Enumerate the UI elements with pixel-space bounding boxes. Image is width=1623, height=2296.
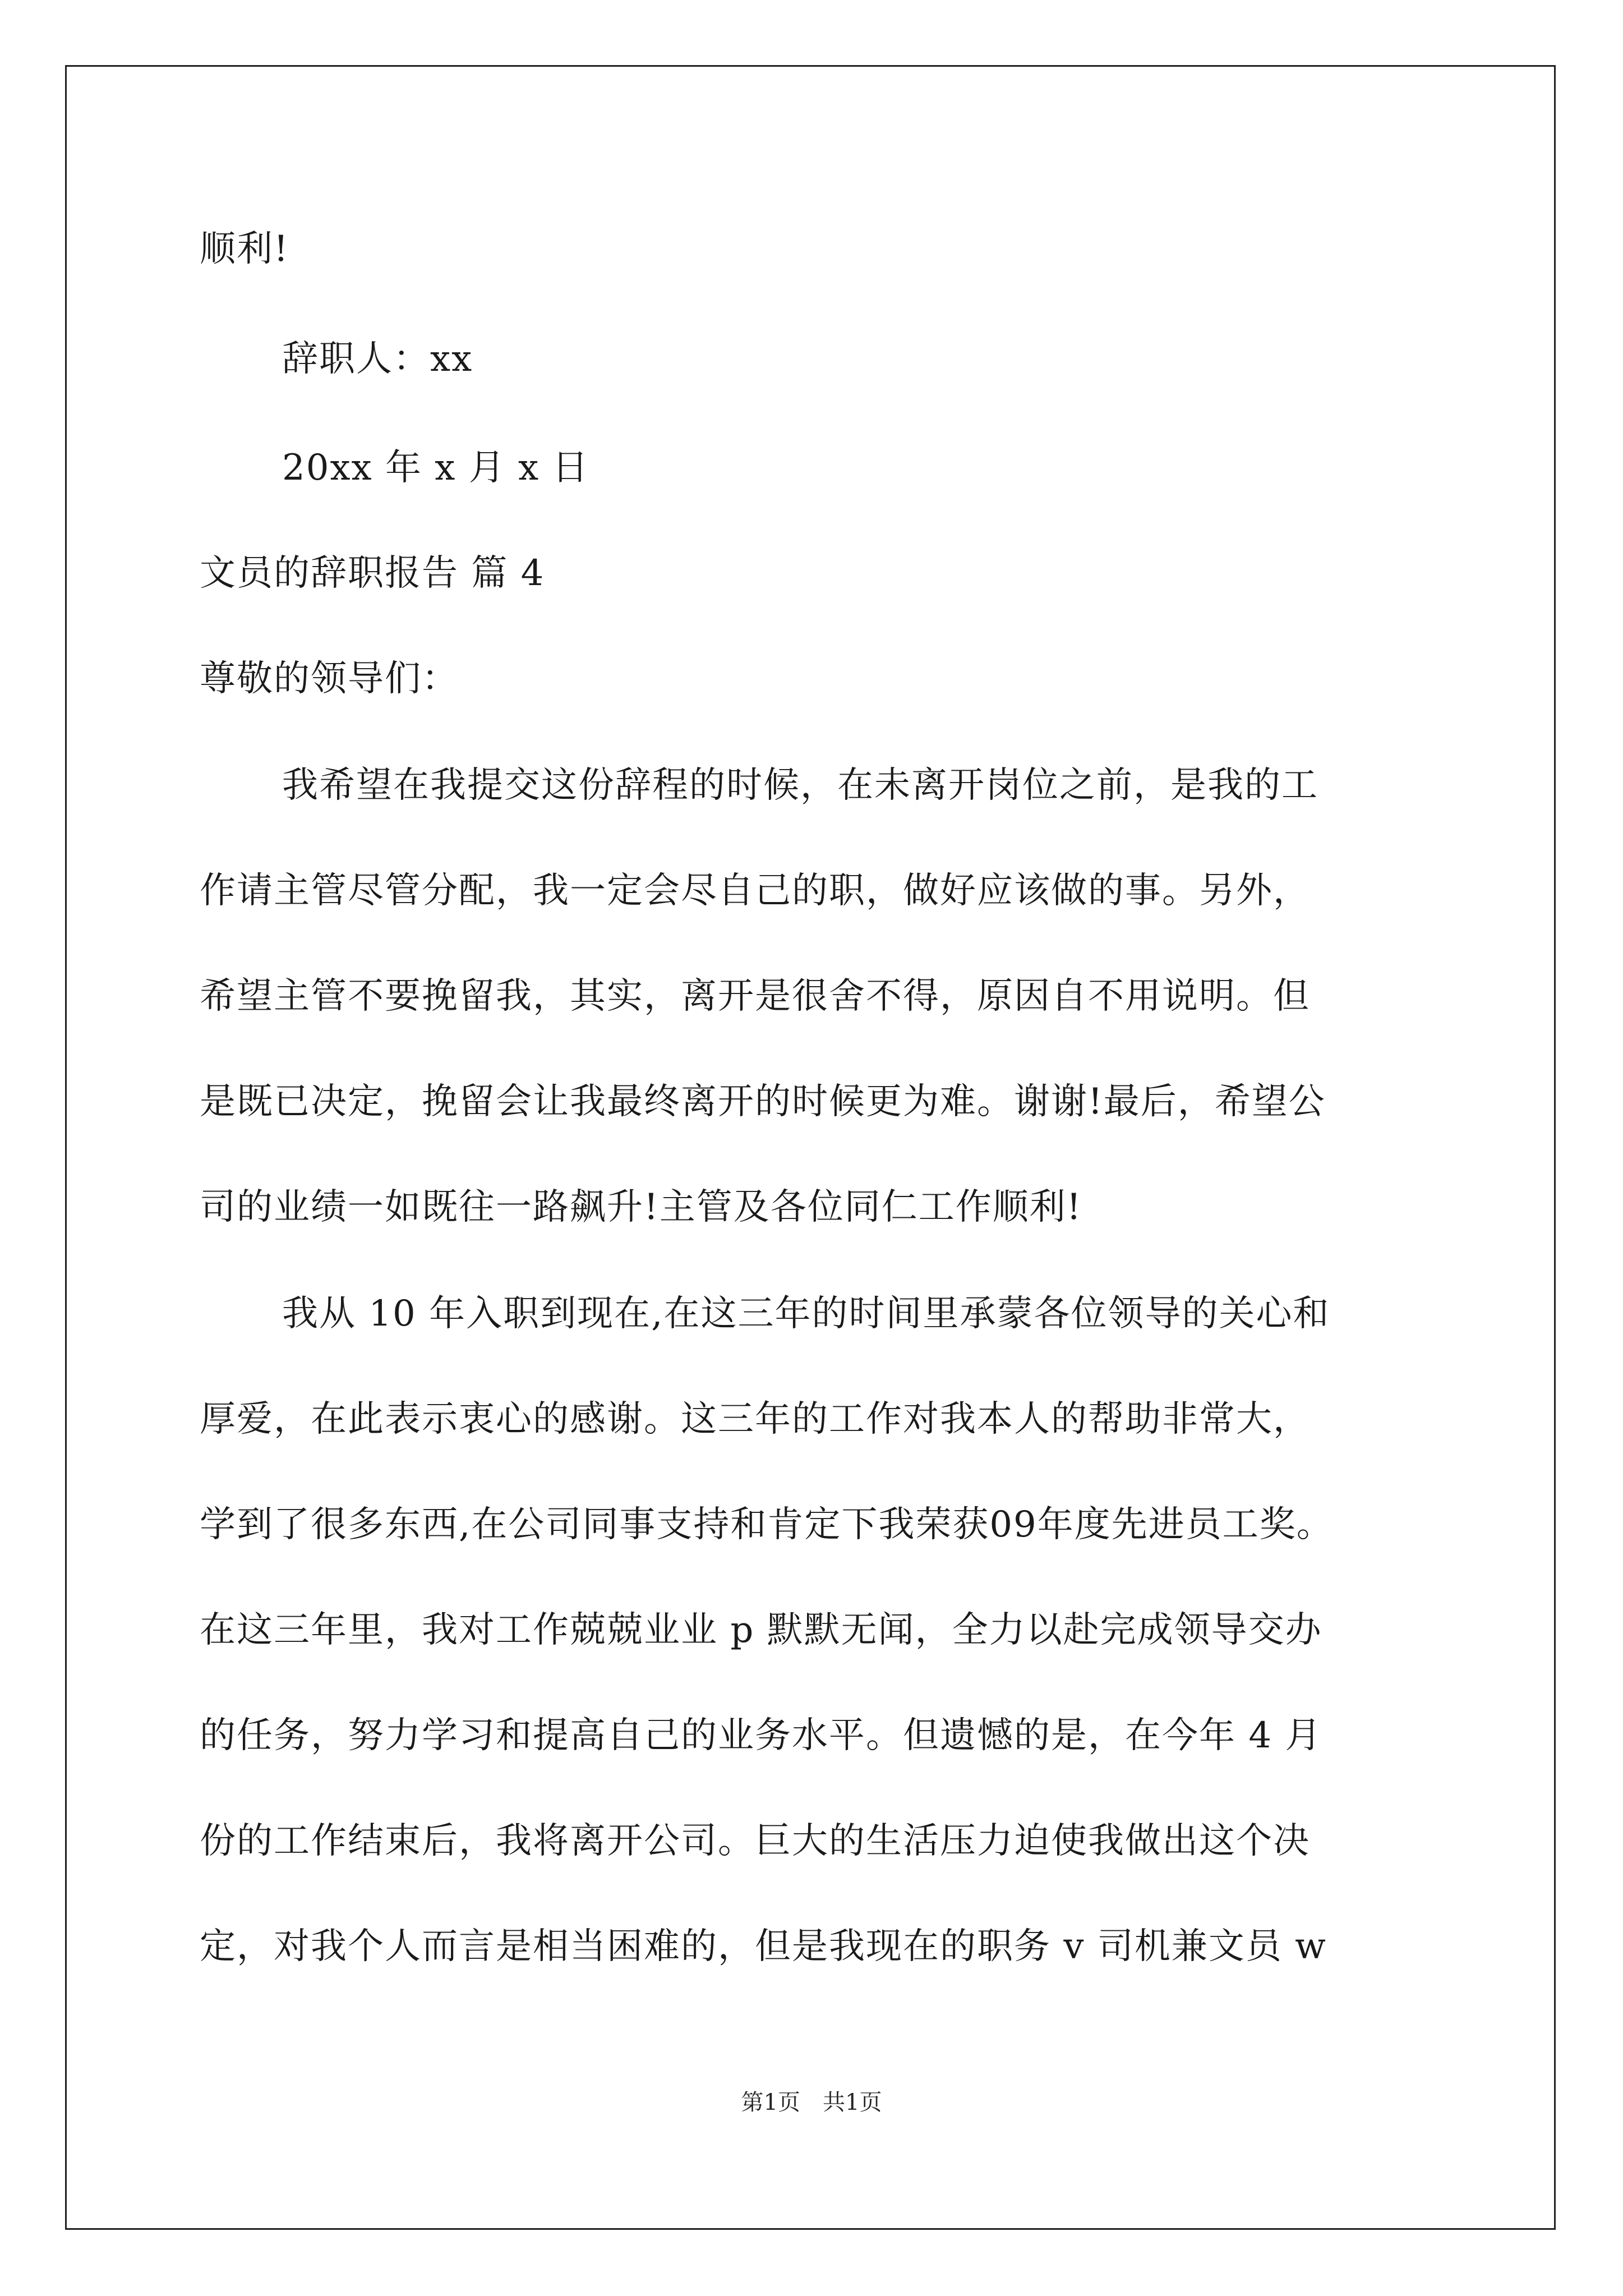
date-line: 20xx 年 x 月 x 日 — [282, 447, 589, 489]
body-line: 我希望在我提交这份辞程的时候，在未离开岗位之前，是我的工 — [282, 765, 1318, 806]
signature-line: 辞职人：xx — [282, 338, 473, 380]
page-frame — [65, 65, 1556, 2230]
body-line: 的任务，努力学习和提高自己的业务水平。但遗憾的是，在今年 4 月 — [200, 1715, 1322, 1756]
body-line: 是既已决定，挽留会让我最终离开的时候更为难。谢谢!最后，希望公 — [200, 1081, 1326, 1122]
body-line: 希望主管不要挽留我，其实，离开是很舍不得，原因自不用说明。但 — [200, 976, 1310, 1017]
body-line: 定，对我个人而言是相当困难的，但是我现在的职务 v 司机兼文员 w — [200, 1926, 1327, 1967]
body-line: 份的工作结束后，我将离开公司。巨大的生活压力迫使我做出这个决 — [200, 1820, 1310, 1862]
body-line: 厚爱，在此表示衷心的感谢。这三年的工作对我本人的帮助非常大， — [200, 1398, 1310, 1440]
page-number: 第1页 共1页 — [741, 2090, 882, 2115]
body-line: 我从 10 年入职到现在,在这三年的时间里承蒙各位领导的关心和 — [282, 1293, 1330, 1335]
salutation: 尊敬的领导们： — [200, 658, 459, 700]
body-line: 在这三年里，我对工作兢兢业业 p 默默无闻，全力以赴完成领导交办 — [200, 1609, 1322, 1651]
closing-line: 顺利! — [200, 228, 289, 270]
section-heading: 文员的辞职报告 篇 4 — [200, 553, 545, 594]
body-line: 司的业绩一如既往一路飙升!主管及各位同仁工作顺利! — [200, 1186, 1082, 1228]
body-line: 学到了很多东西,在公司同事支持和肯定下我荣获09年度先进员工奖。 — [200, 1504, 1334, 1545]
body-line: 作请主管尽管分配，我一定会尽自己的职，做好应该做的事。另外， — [200, 870, 1310, 912]
